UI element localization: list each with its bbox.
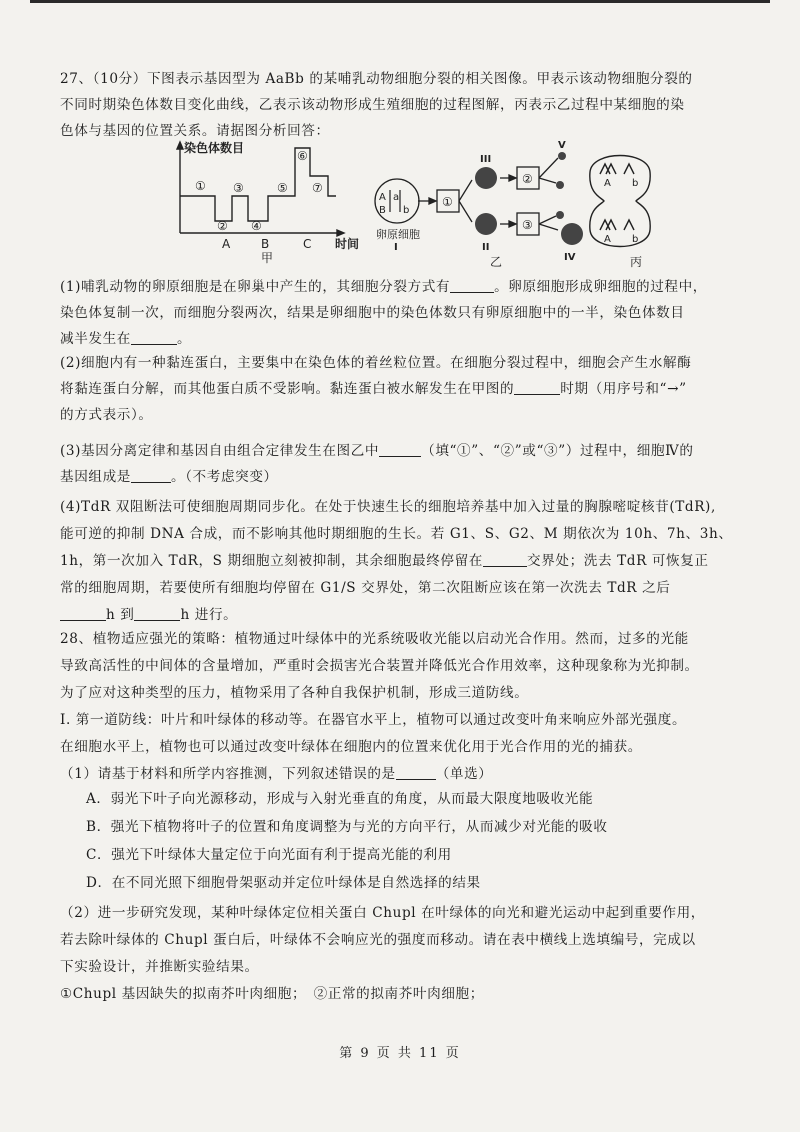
q27-s1-line1 (60, 274, 740, 300)
oocyte-gene-B: B (379, 205, 386, 216)
q28-option-d[interactable]: D．在不同光照下细胞骨架驱动并定位叶绿体是自然选择的结果 (86, 875, 481, 891)
q27-s1-text-b: 。卵原细胞形成卵细胞的过程中， (494, 279, 707, 295)
bing-gene-A2: A (604, 234, 611, 245)
q27-s3-text-b: （填“①”、“②”或“③”）过程中，细胞Ⅳ的 (421, 443, 694, 459)
graph-stage-5: ⑤ (277, 181, 288, 195)
bing-gene-b2: b (632, 234, 639, 245)
oocyte-gene-b: b (403, 205, 410, 216)
cell-II (475, 213, 497, 235)
cell-III (475, 167, 497, 189)
q27-intro-line1: 27、（10分）下图表示基因型为 AaBb 的某哺乳动物细胞分裂的相关图像。甲表示该动物细胞分裂的 (60, 71, 693, 87)
q27-intro (60, 66, 740, 144)
q27-s4-blank-2[interactable] (60, 606, 106, 621)
q27-s4-text-c: 1h，第一次加入 TdR，S 期细胞立刻被抑制，其余细胞最终停留在 (60, 553, 484, 569)
q27-s4-text-d: 交界处；洗去 TdR 可恢复正 (527, 553, 709, 569)
q27-s1-blank-1[interactable] (450, 278, 494, 293)
graph-stage-4: ④ (251, 219, 262, 233)
cell-IV (561, 223, 583, 245)
q27-s4-line1: (4)TdR 双阻断法可使细胞周期同步化。在处于快速生长的细胞培养基中加入过量的胸腺嘧啶核苷(TdR), (60, 499, 716, 515)
q27-s3-text-d: 。（不考虑突变） (170, 469, 278, 485)
q27-s1-line3 (60, 326, 740, 352)
q27-s3-blank-1[interactable] (379, 442, 421, 457)
q28-option-c[interactable]: C．强光下叶绿体大量定位于向光面有利于提高光能的利用 (86, 847, 452, 863)
bing-gene-A1: A (604, 178, 611, 189)
q28-q1-stem (60, 761, 740, 788)
q27-sub4 (60, 494, 740, 629)
caption-yi: 乙 (490, 255, 503, 269)
q28-p3: 为了应对这种类型的压力，植物采用了各种自我保护机制，形成三道防线。 (60, 685, 529, 701)
q27-s2-blank[interactable] (514, 380, 560, 395)
oocyte-gene-A: A (379, 192, 386, 203)
graph-phase-b: B (261, 237, 270, 251)
q28-q2-line3: 下实验设计，并推断实验结果。 (60, 959, 259, 975)
q27-s2-line2 (60, 376, 740, 402)
q27-s3-line2 (60, 464, 740, 490)
q27-s4-blank-1[interactable] (483, 552, 527, 567)
q27-s1-text-e: 。 (176, 331, 192, 347)
q27-intro-line3: 色体与基因的位置关系。请据图分析回答： (60, 123, 330, 139)
graph-stage-1: ① (195, 179, 206, 193)
process-label-2: ② (522, 172, 533, 186)
cell-label-V: V (558, 140, 566, 151)
graph-caption: 甲 (261, 251, 274, 265)
q27-intro-line2: 不同时期染色体数目变化曲线，乙表示该动物形成生殖细胞的过程图解，丙表示乙过程中某细胞的染 (60, 97, 685, 113)
q27-s3-text-c: 基因组成是 (60, 469, 131, 485)
q27-sub1 (60, 274, 740, 352)
q28-q1-stem-a: （1）请基于材料和所学内容推测，下列叙述错误的是 (60, 766, 396, 782)
q28-q1-stem-b: （单选） (435, 766, 493, 782)
q27-sub3 (60, 438, 740, 490)
caption-bing: 丙 (630, 255, 643, 269)
q28-p1: 28、植物适应强光的策略：植物通过叶绿体中的光系统吸收光能以启动光合作用。然而，过多的光能 (60, 631, 689, 647)
q27-s1-line2: 染色体复制一次，而细胞分裂两次，结果是卵细胞中的染色体数只有卵原细胞中的一半，染色体数目 (60, 305, 685, 321)
graph-phase-c: C (303, 237, 312, 251)
q27-s4-line4: 常的细胞周期，若要使所有细胞均停留在 G1/S 交界处，第二次阻断应该在第一次洗去 TdR 之后 (60, 580, 671, 596)
q27-s2-line1: (2)细胞内有一种黏连蛋白，主要集中在染色体的着丝粒位置。在细胞分裂过程中，细胞会产生水解酶 (60, 355, 692, 371)
oocyte-numeral: I (394, 242, 398, 253)
polar-body-V (558, 152, 566, 160)
graph-xlabel: 时间 (335, 237, 360, 251)
q27-s2-text-b: 将黏连蛋白分解，而其他蛋白质不受影响。黏连蛋白被水解发生在甲图的 (60, 381, 515, 397)
polar-body (556, 181, 564, 189)
cell-label-IV: IV (564, 252, 576, 263)
q27-s1-text-a: (1)哺乳动物的卵原细胞是在卵巢中产生的，其细胞分裂方式有 (60, 279, 451, 295)
oocyte-label: 卵原细胞 (376, 228, 420, 241)
top-border (30, 0, 770, 3)
graph-y-arrow (177, 142, 183, 149)
q28-q2-line1: （2）进一步研究发现，某种叶绿体定位相关蛋白 Chupl 在叶绿体的向光和避光运动中起到重要作用， (60, 905, 705, 921)
q27-s3-blank-2[interactable] (131, 468, 171, 483)
q28-p2: 导致高活性的中间体的含量增加，严重时会损害光合装置并降低光合作用效率，这种现象称为光抑制。 (60, 658, 699, 674)
q27-s4-line3 (60, 548, 740, 575)
q27-s1-blank-2[interactable] (131, 330, 177, 345)
q27-s4-line5 (60, 602, 740, 629)
q28-p5: 在细胞水平上，植物也可以通过改变叶绿体在细胞内的位置来优化用于光合作用的光的捕获。 (60, 739, 642, 755)
graph-stage-6: ⑥ (297, 149, 308, 163)
process-label-1: ① (442, 195, 453, 209)
q28-q2-line4: ①Chupl 基因缺失的拟南芥叶肉细胞； ②正常的拟南芥叶肉细胞； (60, 986, 484, 1002)
q27-sub2 (60, 350, 740, 428)
graph-ylabel: 染色体数目 (184, 141, 245, 155)
bing-gene-b1: b (632, 178, 639, 189)
q27-s3-text-a: (3)基因分离定律和基因自由组合定律发生在图乙中 (60, 443, 380, 459)
q28-p4: I. 第一道防线：叶片和叶绿体的移动等。在器官水平上，植物可以通过改变叶角来响应外部光强度。 (60, 712, 687, 728)
q27-figure (160, 138, 660, 273)
cell-label-II: II (482, 242, 490, 253)
graph-stage-7: ⑦ (312, 181, 323, 195)
graph-stage-2: ② (217, 219, 228, 233)
q28-q2 (60, 900, 740, 1008)
q28-q1-blank[interactable] (396, 765, 436, 780)
q27-s4-text-f: h 到 (106, 607, 135, 623)
graph-x-arrow (337, 230, 344, 236)
graph-stage-3: ③ (233, 181, 244, 195)
cell-bing (590, 156, 650, 247)
process-label-3: ③ (522, 218, 533, 232)
page-footer: 第 9 页 共 11 页 (339, 1046, 461, 1061)
polar-body-2 (556, 211, 564, 219)
q27-s2-text-c: 时期（用序号和“→” (560, 381, 687, 397)
q27-s1-text-d: 减半发生在 (60, 331, 131, 347)
q27-s4-line2: 能可逆的抑制 DNA 合成，而不影响其他时期细胞的生长。若 G1、S、G2、M 期依次为 10h、7h、3h、 (60, 526, 733, 542)
q27-s4-blank-3[interactable] (134, 606, 180, 621)
q27-s3-line1 (60, 438, 740, 464)
q28-intro (60, 626, 740, 788)
q28-option-a[interactable]: A．弱光下叶子向光源移动，形成与入射光垂直的角度，从而最大限度地吸收光能 (86, 791, 594, 807)
q28-q2-line2: 若去除叶绿体的 Chupl 蛋白后，叶绿体不会响应光的强度而移动。请在表中横线上选填编号，完成以 (60, 932, 696, 948)
q27-s2-line3: 的方式表示）。 (60, 407, 153, 423)
q28-option-b[interactable]: B．强光下植物将叶子的位置和角度调整为与光的方向平行，从而减少对光能的吸收 (86, 819, 608, 835)
q27-s4-text-g: h 进行。 (180, 607, 238, 623)
graph-phase-a: A (222, 237, 231, 251)
cell-label-III: III (480, 154, 492, 165)
oocyte-gene-a: a (393, 192, 400, 203)
